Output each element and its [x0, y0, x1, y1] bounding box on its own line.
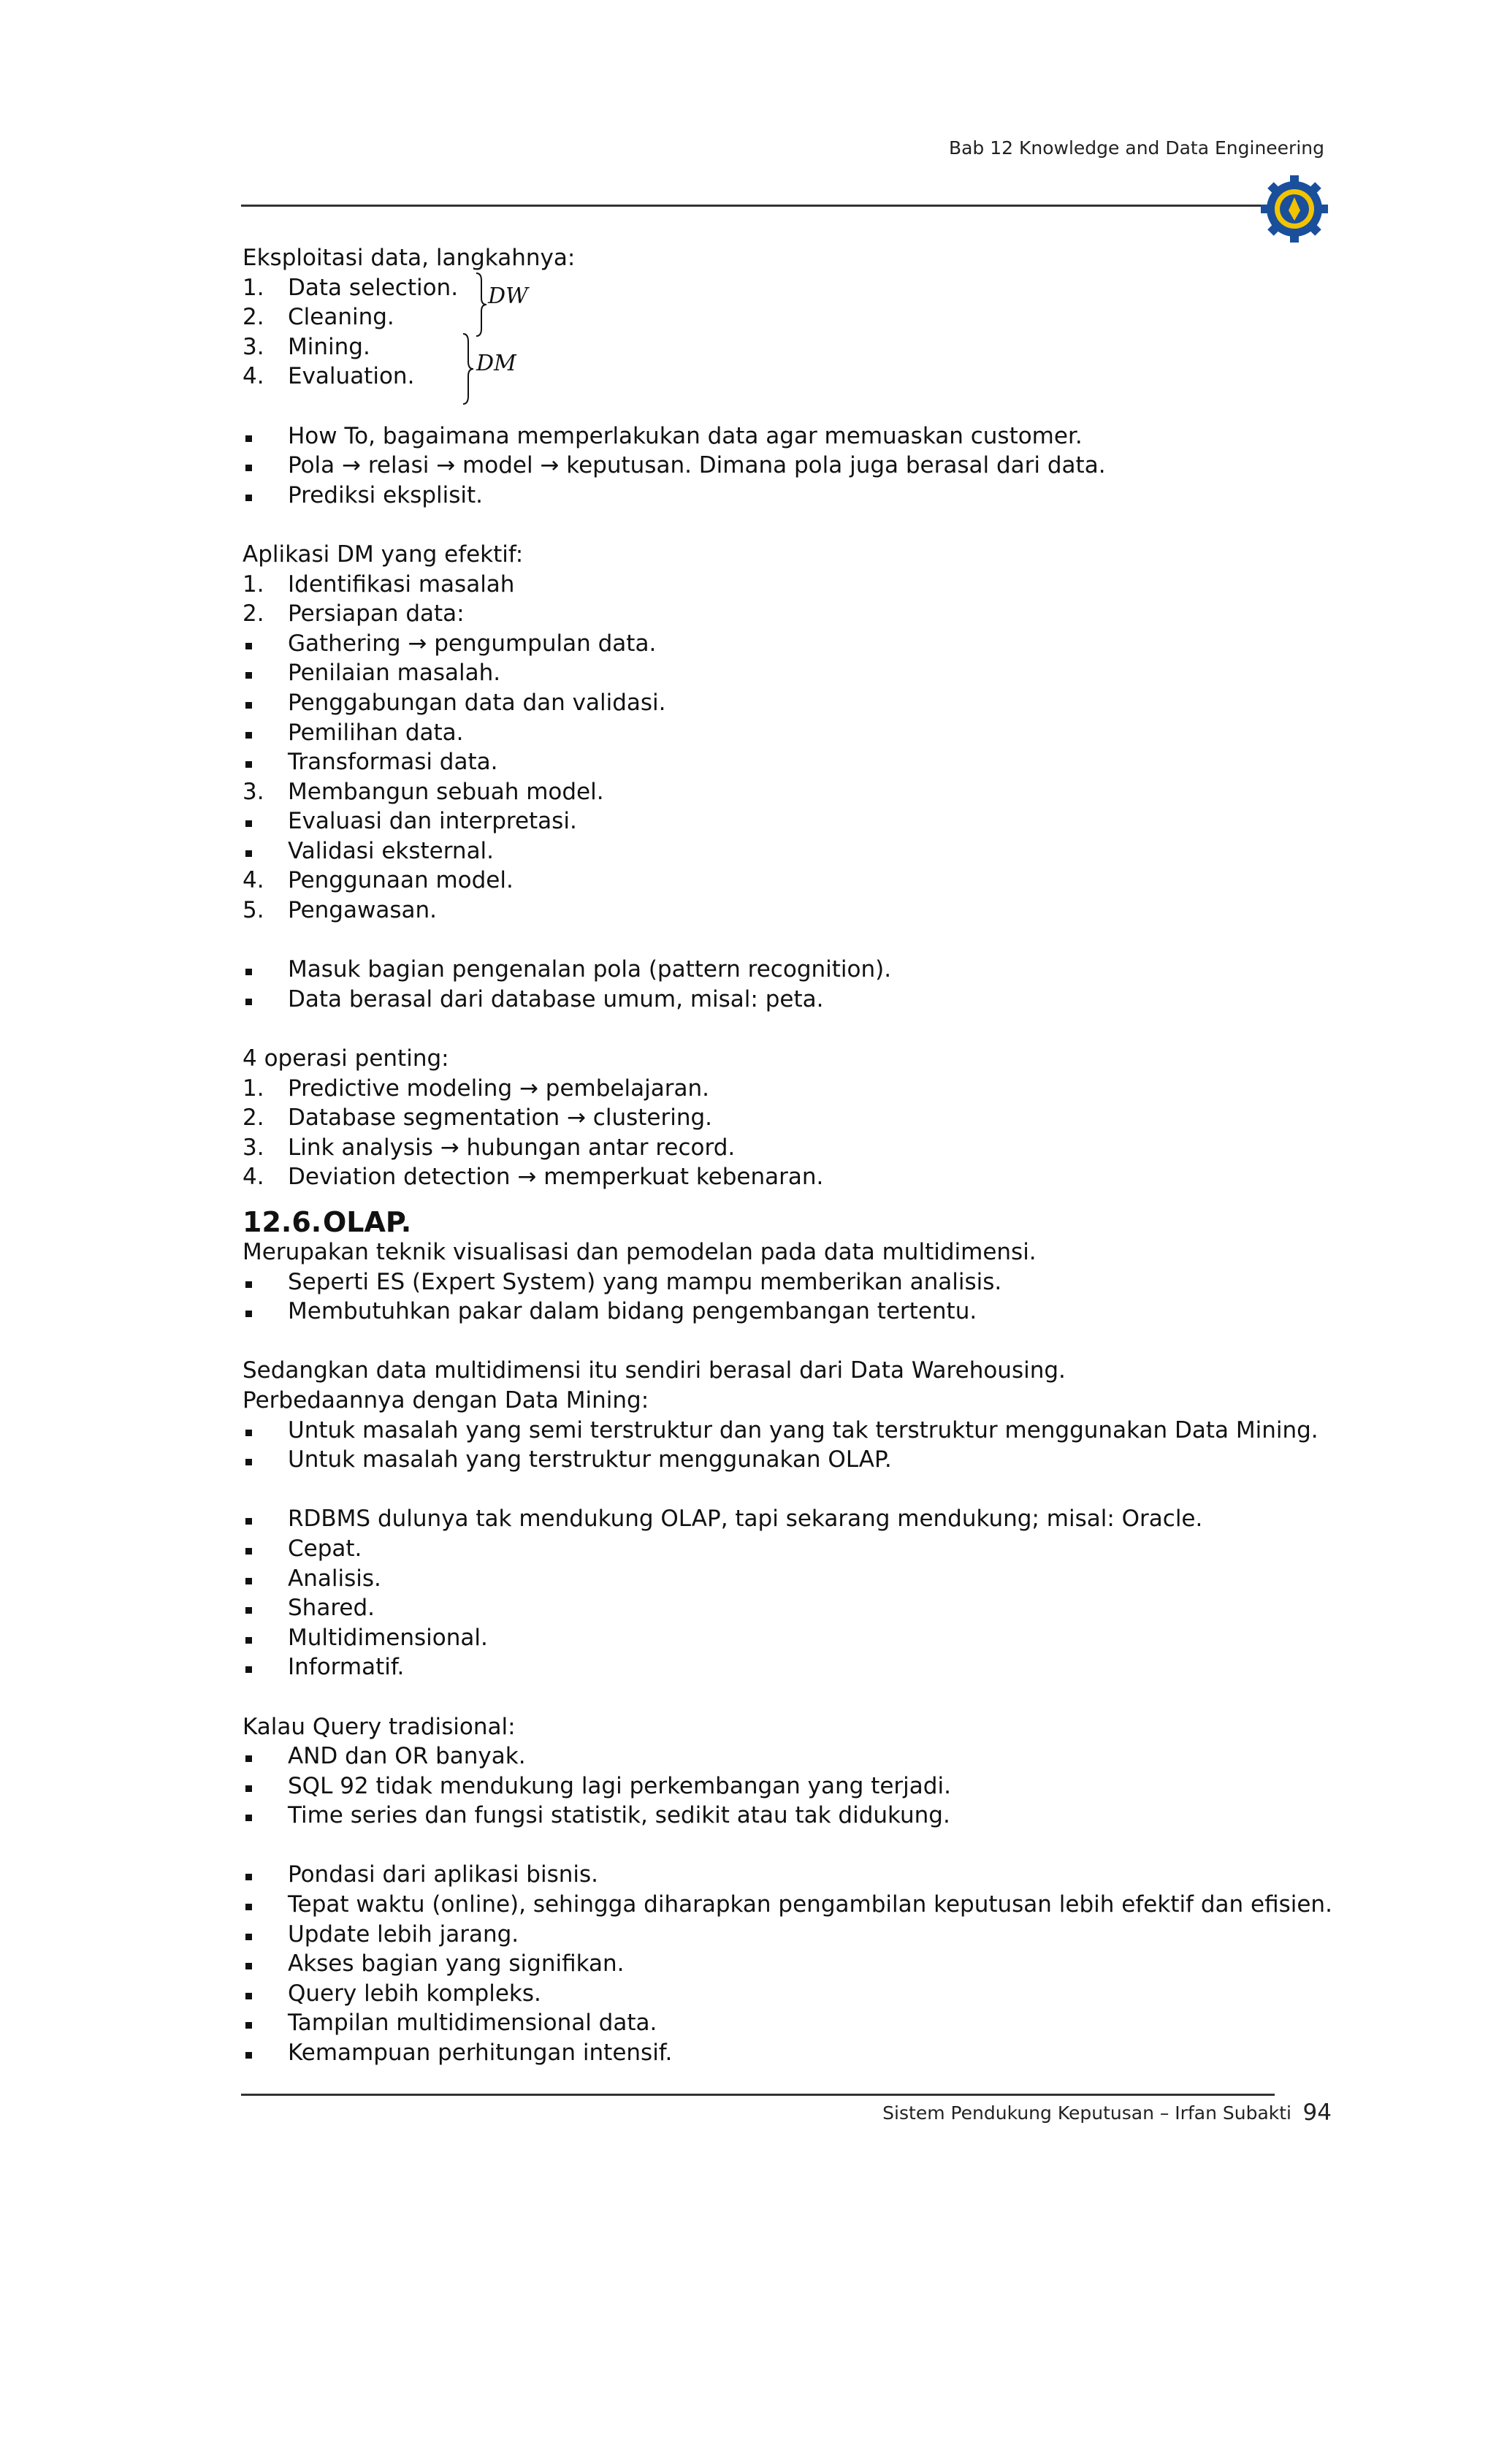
line-text: SQL 92 tidak mendukung lagi perkembangan yang terjadi. — [288, 1772, 951, 1799]
numbered-item — [243, 1133, 1338, 1163]
square-bullet-glyph — [245, 435, 252, 442]
item-number: 5. — [243, 897, 264, 924]
line-text: Perbedaannya dengan Data Mining: — [243, 1387, 649, 1414]
bullet-item — [243, 836, 1338, 866]
line-text: Penggabungan data dan validasi. — [288, 689, 666, 716]
square-bullet-glyph — [245, 1518, 252, 1525]
line-text: Time series dan fungsi statistik, sedikit atau tak didukung. — [288, 1802, 950, 1829]
square-bullet-icon — [243, 2008, 288, 2038]
line-text: Cleaning. — [288, 304, 394, 331]
square-bullet-glyph — [245, 702, 252, 709]
line-text: Validasi eksternal. — [288, 837, 495, 864]
square-bullet-glyph — [245, 2052, 252, 2059]
bullet-item — [243, 1623, 1338, 1653]
line-text: Evaluasi dan interpretasi. — [288, 808, 577, 835]
square-bullet-icon — [243, 1445, 288, 1475]
line-text: Data selection. — [288, 274, 459, 301]
square-bullet-icon — [243, 481, 288, 511]
line-text: Link analysis → hubungan antar record. — [288, 1134, 736, 1161]
line-text: Untuk masalah yang terstruktur menggunakan OLAP. — [288, 1446, 892, 1473]
line-text: Pemilihan data. — [288, 719, 464, 746]
line-text: Multidimensional. — [288, 1624, 488, 1651]
square-bullet-icon — [243, 747, 288, 777]
square-bullet-glyph — [245, 465, 252, 471]
paragraph-line — [243, 1356, 1338, 1386]
bullet-item — [243, 1742, 1338, 1771]
square-bullet-glyph — [245, 1459, 252, 1465]
line-text: Masuk bagian pengenalan pola (pattern recognition). — [288, 956, 892, 983]
square-bullet-icon — [243, 658, 288, 688]
square-bullet-glyph — [245, 820, 252, 827]
footer-rule — [241, 2094, 1275, 2096]
bullet-item — [243, 422, 1338, 451]
bullet-item — [243, 718, 1338, 748]
bullet-item — [243, 2008, 1338, 2038]
paragraph-line — [243, 243, 1338, 273]
square-bullet-glyph — [245, 1666, 252, 1673]
bullet-item — [243, 658, 1338, 688]
square-bullet-glyph — [245, 1311, 252, 1317]
line-text: 4 operasi penting: — [243, 1045, 449, 1072]
bullet-item — [243, 1920, 1338, 1950]
square-bullet-icon — [243, 1534, 288, 1564]
paragraph-line — [243, 1386, 1338, 1416]
line-text: Prediksi eksplisit. — [288, 481, 483, 508]
line-text: Gathering → pengumpulan data. — [288, 630, 657, 657]
paragraph-gap — [243, 1014, 1338, 1044]
square-bullet-icon — [243, 1416, 288, 1446]
square-bullet-icon — [243, 1890, 288, 1920]
line-text: Mining. — [288, 333, 370, 360]
bullet-item — [243, 985, 1338, 1015]
line-text: Shared. — [288, 1595, 375, 1622]
square-bullet-icon — [243, 1297, 288, 1327]
line-text: Kemampuan perhitungan intensif. — [288, 2040, 673, 2067]
square-bullet-glyph — [245, 1430, 252, 1436]
line-text: Pondasi dari aplikasi bisnis. — [288, 1861, 599, 1888]
square-bullet-glyph — [245, 1815, 252, 1821]
bullet-item — [243, 1297, 1338, 1327]
square-bullet-icon — [243, 451, 288, 481]
paragraph-line — [243, 1044, 1338, 1074]
square-bullet-glyph — [245, 1993, 252, 1999]
square-bullet-glyph — [245, 1934, 252, 1940]
line-text: Tepat waktu (online), sehingga diharapkan pengambilan keputusan lebih efektif dan efisien. — [288, 1891, 1332, 1918]
section-number: 12.6. — [243, 1206, 322, 1239]
bullet-item — [243, 481, 1338, 511]
line-text: Evaluation. — [288, 363, 415, 390]
numbered-item — [243, 1162, 1338, 1192]
square-bullet-glyph — [245, 969, 252, 975]
square-bullet-glyph — [245, 761, 252, 768]
bullet-item — [243, 1416, 1338, 1446]
line-text: Transformasi data. — [288, 749, 498, 776]
square-bullet-glyph — [245, 850, 252, 857]
square-bullet-icon — [243, 688, 288, 718]
square-bullet-icon — [243, 1979, 288, 2009]
bullet-item — [243, 688, 1338, 718]
line-text: Data berasal dari database umum, misal: peta. — [288, 985, 824, 1012]
line-text: Membutuhkan pakar dalam bidang pengembangan tertentu. — [288, 1298, 977, 1325]
numbered-item — [243, 1103, 1338, 1133]
square-bullet-icon — [243, 1593, 288, 1623]
numbered-item — [243, 1074, 1338, 1104]
bullet-item — [243, 1652, 1338, 1682]
numbered-item — [243, 273, 1338, 303]
bullet-item — [243, 747, 1338, 777]
paragraph-gap — [243, 1327, 1338, 1357]
paragraph-gap — [243, 1475, 1338, 1505]
square-bullet-glyph — [245, 1281, 252, 1288]
bullet-item — [243, 1801, 1338, 1831]
bullet-item — [243, 1771, 1338, 1801]
square-bullet-icon — [243, 1623, 288, 1653]
square-bullet-glyph — [245, 643, 252, 649]
square-bullet-icon — [243, 1652, 288, 1682]
item-number: 2. — [243, 304, 264, 331]
bullet-item — [243, 1564, 1338, 1594]
square-bullet-glyph — [245, 1963, 252, 1969]
square-bullet-icon — [243, 1801, 288, 1831]
line-text: Membangun sebuah model. — [288, 778, 604, 805]
numbered-item — [243, 332, 1338, 362]
square-bullet-glyph — [245, 1874, 252, 1880]
bullet-item — [243, 1860, 1338, 1890]
square-bullet-icon — [243, 955, 288, 985]
section-heading — [243, 1202, 1338, 1237]
square-bullet-glyph — [245, 1637, 252, 1644]
square-bullet-icon — [243, 806, 288, 836]
bullet-item — [243, 2038, 1338, 2068]
line-text: Pola → relasi → model → keputusan. Dimana pola juga berasal dari data. — [288, 452, 1106, 479]
line-text: Database segmentation → clustering. — [288, 1105, 713, 1132]
line-text: Persiapan data: — [288, 600, 465, 628]
bullet-item — [243, 1504, 1338, 1534]
footer-title: Sistem Pendukung Keputusan – Irfan Subakti — [882, 2102, 1291, 2124]
line-text: Query lebih kompleks. — [288, 1980, 541, 2007]
numbered-item — [243, 570, 1338, 600]
square-bullet-icon — [243, 1564, 288, 1594]
paragraph-gap — [243, 510, 1338, 540]
bullet-item — [243, 1445, 1338, 1475]
line-text: Kalau Query tradisional: — [243, 1713, 516, 1740]
bullet-item — [243, 1267, 1338, 1297]
item-number: 4. — [243, 867, 264, 894]
square-bullet-icon — [243, 1920, 288, 1950]
square-bullet-icon — [243, 1860, 288, 1890]
line-text: Aplikasi DM yang efektif: — [243, 541, 524, 568]
square-bullet-glyph — [245, 732, 252, 739]
numbered-item — [243, 302, 1338, 332]
square-bullet-icon — [243, 1742, 288, 1771]
paragraph-line — [243, 1237, 1338, 1267]
line-text: Penilaian masalah. — [288, 660, 501, 687]
numbered-item — [243, 777, 1338, 807]
line-text: Analisis. — [288, 1565, 381, 1592]
item-number: 1. — [243, 274, 264, 301]
numbered-item — [243, 362, 1338, 392]
square-bullet-icon — [243, 836, 288, 866]
line-text: Akses bagian yang signifikan. — [288, 1950, 625, 1977]
line-text: Informatif. — [288, 1654, 405, 1681]
bullet-item — [243, 806, 1338, 836]
line-text: Tampilan multidimensional data. — [288, 2010, 657, 2037]
line-text: Sedangkan data multidimensi itu sendiri berasal dari Data Warehousing. — [243, 1357, 1066, 1384]
bullet-item — [243, 1979, 1338, 2009]
line-text: Eksploitasi data, langkahnya: — [243, 245, 576, 271]
item-number: 3. — [243, 1134, 264, 1161]
square-bullet-icon — [243, 985, 288, 1015]
square-bullet-glyph — [245, 495, 252, 501]
item-number: 4. — [243, 363, 264, 390]
paragraph-gap — [243, 1682, 1338, 1712]
square-bullet-icon — [243, 629, 288, 659]
line-text: Identifikasi masalah — [288, 571, 515, 598]
square-bullet-icon — [243, 718, 288, 748]
square-bullet-glyph — [245, 1785, 252, 1792]
brace-dm-icon — [462, 332, 476, 405]
numbered-item — [243, 896, 1338, 926]
numbered-item — [243, 599, 1338, 629]
item-number: 2. — [243, 1105, 264, 1132]
square-bullet-glyph — [245, 1578, 252, 1584]
paragraph-line — [243, 540, 1338, 570]
square-bullet-glyph — [245, 1607, 252, 1614]
item-number: 3. — [243, 778, 264, 805]
bullet-item — [243, 955, 1338, 985]
numbered-item — [243, 866, 1338, 896]
square-bullet-icon — [243, 1267, 288, 1297]
square-bullet-glyph — [245, 999, 252, 1005]
item-number: 1. — [243, 571, 264, 598]
bullet-item — [243, 1534, 1338, 1564]
square-bullet-icon — [243, 422, 288, 451]
line-text: Merupakan teknik visualisasi dan pemodelan pada data multidimensi. — [243, 1239, 1037, 1265]
paragraph-gap — [243, 392, 1338, 422]
paragraph-gap — [243, 1831, 1338, 1861]
item-number: 2. — [243, 600, 264, 628]
square-bullet-glyph — [245, 1548, 252, 1555]
square-bullet-icon — [243, 1504, 288, 1534]
line-text: Update lebih jarang. — [288, 1921, 519, 1948]
brace-dw-icon — [475, 272, 489, 337]
line-text: AND dan OR banyak. — [288, 1743, 526, 1770]
page-body — [243, 243, 1338, 2068]
square-bullet-glyph — [245, 1904, 252, 1910]
square-bullet-icon — [243, 1771, 288, 1801]
paragraph-gap — [243, 926, 1338, 956]
university-logo-icon — [1258, 172, 1331, 245]
line-text: Cepat. — [288, 1535, 362, 1562]
item-number: 4. — [243, 1164, 264, 1191]
line-text: How To, bagaimana memperlakukan data agar memuaskan customer. — [288, 422, 1083, 449]
line-text: RDBMS dulunya tak mendukung OLAP, tapi sekarang mendukung; misal: Oracle. — [288, 1506, 1203, 1533]
square-bullet-glyph — [245, 1755, 252, 1762]
brace-label-dm: DM — [476, 351, 516, 376]
bullet-item — [243, 1593, 1338, 1623]
line-text: Deviation detection → memperkuat kebenaran. — [288, 1164, 824, 1191]
line-text: Seperti ES (Expert System) yang mampu memberikan analisis. — [288, 1268, 1002, 1295]
brace-label-dw: DW — [488, 283, 528, 309]
line-text: Penggunaan model. — [288, 867, 514, 894]
bullet-item — [243, 1949, 1338, 1979]
line-text: Predictive modeling → pembelajaran. — [288, 1075, 709, 1102]
header-rule — [241, 205, 1275, 207]
bullet-item — [243, 629, 1338, 659]
item-number: 1. — [243, 1075, 264, 1102]
section-title: OLAP. — [323, 1206, 412, 1239]
bullet-item — [243, 1890, 1338, 1920]
square-bullet-icon — [243, 2038, 288, 2068]
line-text: Pengawasan. — [288, 897, 437, 924]
page-number: 94 — [1302, 2099, 1332, 2126]
square-bullet-icon — [243, 1949, 288, 1979]
square-bullet-glyph — [245, 672, 252, 679]
item-number: 3. — [243, 333, 264, 360]
running-header: Bab 12 Knowledge and Data Engineering — [948, 137, 1324, 159]
square-bullet-glyph — [245, 2022, 252, 2029]
line-text: Untuk masalah yang semi terstruktur dan yang tak terstruktur menggunakan Data Mining. — [288, 1416, 1318, 1443]
bullet-item — [243, 451, 1338, 481]
paragraph-line — [243, 1712, 1338, 1742]
